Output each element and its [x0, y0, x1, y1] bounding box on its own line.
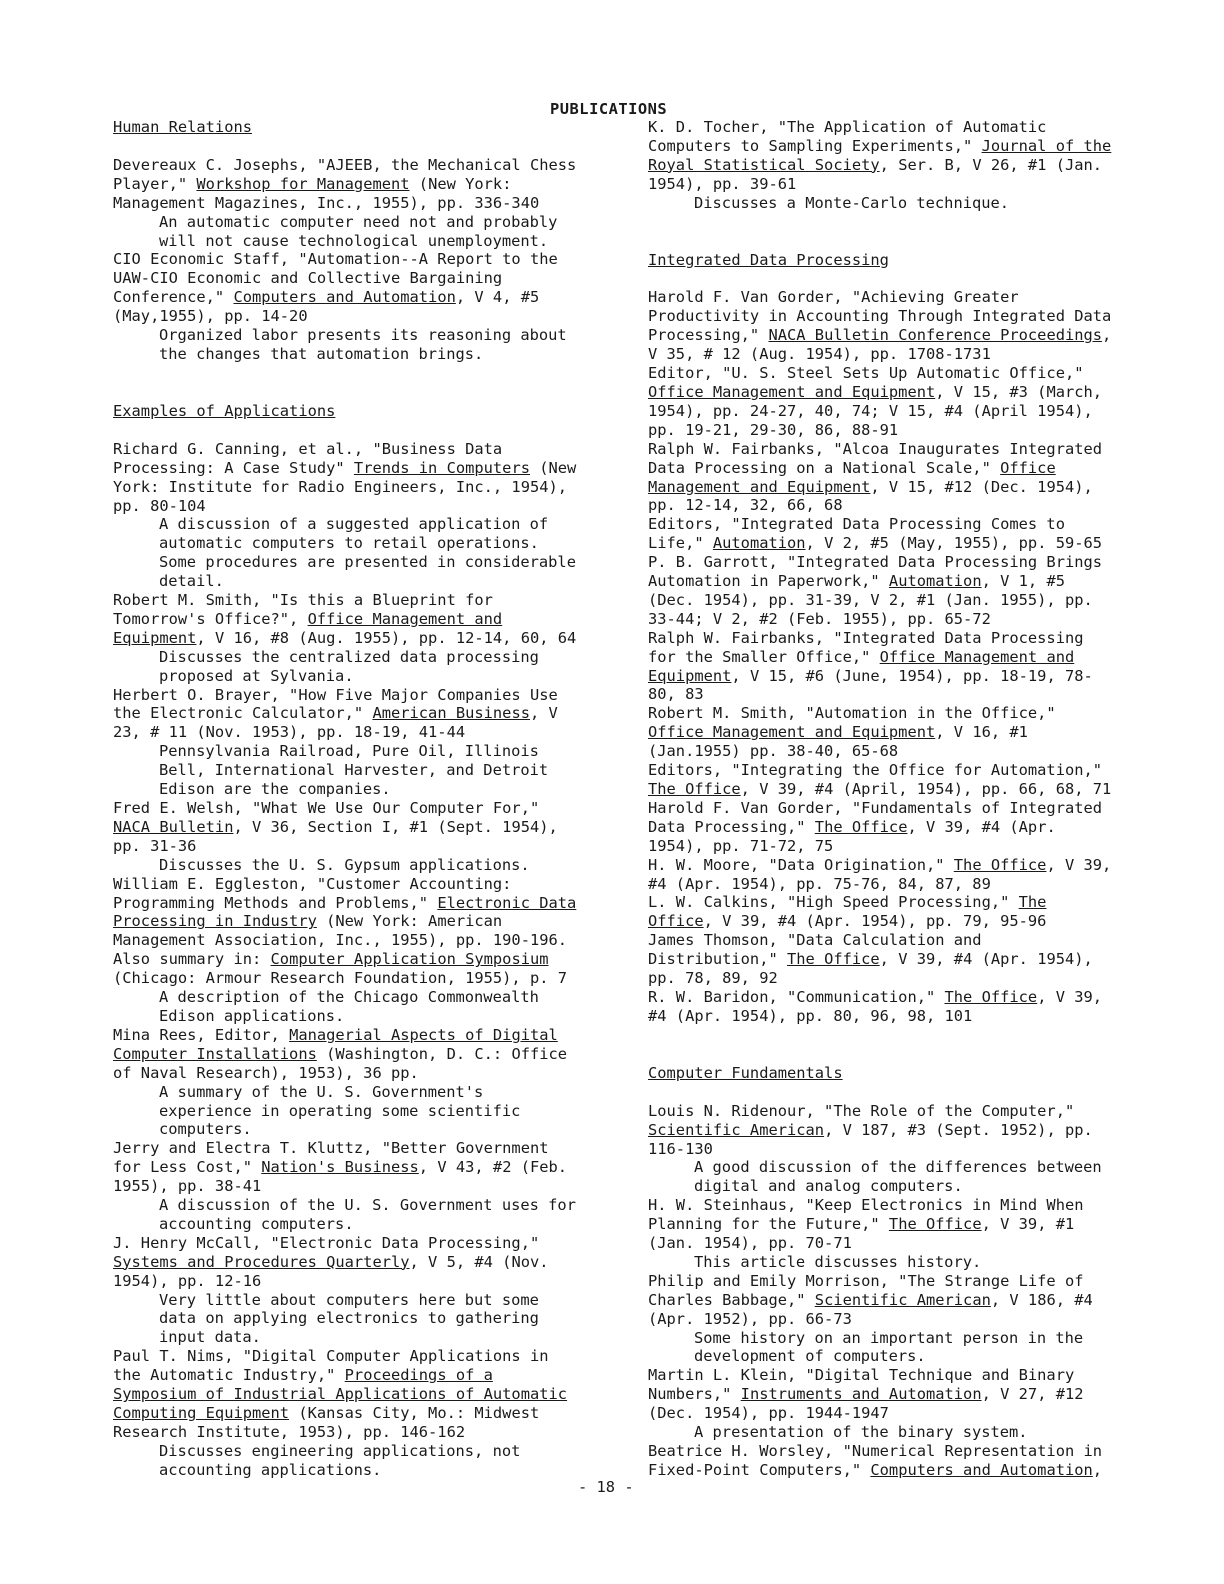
publication-title: NACA Bulletin Conference Proceedings — [768, 326, 1103, 345]
right-column — [648, 118, 1118, 1480]
citation-text: , V 39, #4 (Apr. 1954), pp. 75-76, 84, 87, 89 — [648, 855, 1112, 893]
publication-title: The Office — [953, 855, 1047, 874]
publication-title: American Business — [372, 704, 530, 723]
annotation-note: Discusses engineering applications, not accounting applications. — [159, 1441, 521, 1479]
citation-entry — [648, 553, 1118, 629]
citation-text: , Ser. B, V 26, #1 (Jan. 1954), pp. 39-61 — [648, 155, 1103, 193]
section-heading: Integrated Data Processing — [648, 250, 889, 269]
section-heading: Human Relations — [113, 118, 252, 136]
citation-text: , V 36, Section I, #1 (Sept. 1954), pp. 31-36 — [113, 817, 558, 855]
citation-entry — [648, 704, 1118, 761]
publication-title: Nation's Business — [261, 1158, 419, 1177]
publication-title: The Office — [944, 987, 1038, 1006]
citation-text: Paul T. Nims, "Digital Computer Applications in the Automatic Industry," — [113, 1347, 549, 1385]
citation-entry — [113, 1139, 583, 1196]
citation-text: Herbert O. Brayer, "How Five Major Companies Use the Electronic Calculator," — [113, 685, 558, 723]
citation-entry — [113, 1026, 583, 1083]
publication-title: The Office — [787, 950, 880, 969]
publication-title: Computers and Automation — [870, 1460, 1093, 1479]
publication-title: Office Management and Equipment — [648, 382, 936, 401]
citation-entry — [113, 1234, 583, 1291]
citation-text: (Washington, D. C.: Office of Naval Research), 1953), 36 pp. — [113, 1044, 568, 1082]
citation-entry — [113, 156, 583, 213]
citation-text: Harold F. Van Gorder, "Achieving Greater Productivity in Accounting Through Integrated Data Processing," — [648, 288, 1112, 345]
citation-text: Editors, "Integrating the Office for Automation," — [648, 761, 1103, 780]
citation-text: , V 23, # 11 (Nov. 1953), pp. 18-19, 41-44 — [113, 704, 558, 742]
bibliography-section — [113, 402, 583, 1480]
citation-entry — [113, 591, 583, 648]
publication-title: Scientific American — [814, 1290, 991, 1309]
citation-text: Philip and Emily Morrison, "The Strange Life of Charles Babbage," — [648, 1271, 1084, 1309]
citation-text: , V 2, #5 (May, 1955), pp. 59-65 — [805, 534, 1103, 553]
citation-entry — [648, 1442, 1118, 1480]
annotation-note: Discusses a Monte-Carlo technique. — [694, 193, 1010, 212]
citation-text: Beatrice H. Worsley, "Numerical Representation in Fixed-Point Computers," — [648, 1442, 1103, 1479]
section-gap — [113, 364, 583, 402]
publication-title: Electronic Data Processing in Industry — [113, 893, 577, 931]
citation-text: Devereaux C. Josephs, "AJEEB, the Mechanical Chess Player," — [113, 155, 577, 193]
citation-text: Robert M. Smith, "Is this a Blueprint for Tomorrow's Office?", — [113, 591, 493, 628]
section-gap — [648, 213, 1118, 251]
citation-text: , V 186, #4 (Apr. 1952), pp. 66-73 — [648, 1290, 1093, 1328]
citation-entry — [113, 799, 583, 856]
citation-text: , V 39, #1 (Jan. 1954), pp. 70-71 — [648, 1215, 1075, 1253]
annotation-note: Discusses the U. S. Gypsum applications. — [159, 855, 530, 874]
publication-title: The Office — [648, 893, 1047, 931]
citation-text: , V 4, #5 (May,1955), pp. 14-20 — [113, 288, 540, 326]
citation-entry — [113, 875, 583, 988]
citation-text: Jerry and Electra T. Kluttz, "Better Government for Less Cost," — [113, 1139, 549, 1177]
citation-text: , V 187, #3 (Sept. 1952), pp. 116-130 — [648, 1120, 1093, 1158]
citation-text: , V 39, #4 (Apr. 1954), pp. 80, 96, 98, 101 — [648, 987, 1103, 1025]
citation-entry — [648, 988, 1118, 1026]
annotation-note: A good discussion of the differences between digital and analog computers. — [694, 1158, 1102, 1196]
citation-text: , V 15, #6 (June, 1954), pp. 18-19, 78-80, 83 — [648, 666, 1093, 704]
citation-text: Mina Rees, Editor, — [113, 1025, 290, 1044]
citation-text: (New York: Institute for Radio Engineers, Inc., 1954), pp. 80-104 — [113, 458, 577, 515]
publication-title: Automation — [712, 534, 806, 553]
page-header: PUBLICATIONS — [550, 100, 668, 118]
left-column — [113, 118, 583, 1480]
publication-title: The Office — [814, 817, 908, 836]
page-number: - 18 - — [578, 1478, 634, 1496]
citation-entry — [648, 629, 1118, 705]
publication-title: Workshop for Management — [196, 174, 410, 193]
publication-title: Systems and Procedures Quarterly — [113, 1252, 410, 1271]
publication-title: Office Management and Equipment — [648, 458, 1056, 496]
citation-text: Editor, "U. S. Steel Sets Up Automatic Office," — [648, 364, 1084, 383]
citation-text: Fred E. Welsh, "What We Use Our Computer For," — [113, 799, 540, 817]
citation-text: Ralph W. Fairbanks, "Integrated Data Processing for the Smaller Office," — [648, 628, 1084, 666]
publication-title: The Office — [648, 780, 741, 798]
citation-text: Martin L. Klein, "Digital Technique and Binary Numbers," — [648, 1366, 1075, 1404]
citation-text: (Kansas City, Mo.: Midwest Research Institute, 1953), pp. 146-162 — [113, 1404, 540, 1441]
citation-entry — [648, 1196, 1118, 1253]
section-heading: Examples of Applications — [113, 401, 336, 420]
citation-entry — [113, 686, 583, 743]
citation-entry — [648, 288, 1118, 364]
citation-text: , — [1092, 1460, 1103, 1479]
citation-text: K. D. Tocher, "The Application of Automatic Computers to Sampling Experiments," — [648, 118, 1047, 155]
publication-title: Proceedings of a Symposium of Industrial Applications of Automatic Computing Equipment — [113, 1366, 568, 1422]
citation-entry — [113, 440, 583, 516]
bibliography-section — [648, 1064, 1118, 1480]
annotation-note: Very little about computers here but some data on applying electronics to gathering input data. — [159, 1290, 539, 1347]
citation-entry — [648, 440, 1118, 516]
citation-entry — [648, 893, 1118, 931]
citation-text: , V 16, #1 (Jan.1955) pp. 38-40, 65-68 — [648, 723, 1028, 761]
annotation-note: Organized labor presents its reasoning about the changes that automation brings. — [159, 326, 567, 363]
citation-entry — [113, 1347, 583, 1442]
publication-title: The Office — [888, 1215, 982, 1234]
publication-title: Trends in Computers — [353, 458, 530, 477]
annotation-note: An automatic computer need not and probably will not cause technological unemployment. — [159, 212, 558, 250]
publication-title: Automation — [888, 572, 982, 591]
citation-text: , V 27, #12 (Dec. 1954), pp. 1944-1947 — [648, 1385, 1084, 1423]
annotation-note: A summary of the U. S. Government's experience in operating some scientific computers. — [159, 1082, 521, 1139]
bibliography-section — [113, 118, 583, 364]
citation-entry — [648, 856, 1118, 894]
annotation-note: Discusses the centralized data processing proposed at Sylvania. — [159, 647, 539, 685]
bibliography-section — [648, 118, 1118, 213]
citation-text: William E. Eggleston, "Customer Accounting: Programming Methods and Problems," — [113, 874, 512, 912]
citation-entry — [113, 250, 583, 326]
citation-text: Ralph W. Fairbanks, "Alcoa Inaugurates Integrated Data Processing on a National Scale," — [648, 439, 1103, 477]
publication-title: Managerial Aspects of Digital Computer Installations — [113, 1025, 558, 1063]
citation-text: (Chicago: Armour Research Foundation, 1955), p. 7 — [113, 969, 568, 988]
annotation-note: This article discusses history. — [694, 1252, 982, 1271]
publication-title: Office Management and Equipment — [648, 647, 1075, 685]
annotation-note: Some history on an important person in the development of computers. — [694, 1328, 1084, 1366]
citation-entry — [648, 761, 1118, 799]
citation-text: Harold F. Van Gorder, "Fundamentals of Integrated Data Processing," — [648, 798, 1103, 836]
citation-text: Editors, "Integrated Data Processing Comes to Life," — [648, 515, 1065, 553]
citation-entry — [648, 1102, 1118, 1159]
citation-text: , V 16, #8 (Aug. 1955), pp. 12-14, 60, 64 — [196, 628, 577, 647]
citation-entry — [648, 118, 1118, 194]
citation-text: , V 39, #4 (Apr. 1954), pp. 78, 89, 92 — [648, 950, 1093, 988]
citation-entry — [648, 799, 1118, 856]
publication-title: Office Management and Equipment — [648, 723, 936, 742]
annotation-note: A discussion of a suggested application of automatic computers to retail operations. Some procedures are presented in considerable detail. — [159, 515, 576, 591]
citation-text: CIO Economic Staff, "Automation--A Report to the UAW-CIO Economic and Collective Bargaining Conference," — [113, 250, 558, 307]
annotation-note: A description of the Chicago Commonwealth Edison applications. — [159, 988, 539, 1025]
citation-text: Robert M. Smith, "Automation in the Office," — [648, 704, 1056, 723]
citation-text: Louis N. Ridenour, "The Role of the Computer," — [648, 1101, 1075, 1120]
citation-text: (New York: American Management Association, Inc., 1955), pp. 190-196. Also summary in: — [113, 912, 568, 969]
citation-entry — [648, 364, 1118, 440]
annotation-note: A discussion of the U. S. Government uses for accounting computers. — [159, 1196, 576, 1233]
citation-text: , V 35, # 12 (Aug. 1954), pp. 1708-1731 — [648, 326, 1112, 364]
citation-text: , V 39, #4 (April, 1954), pp. 66, 68, 71 — [740, 780, 1112, 798]
citation-text: (New York: Management Magazines, Inc., 1955), pp. 336-340 — [113, 174, 540, 212]
citation-text: R. W. Baridon, "Communication," — [648, 987, 945, 1006]
section-heading: Computer Fundamentals — [648, 1063, 843, 1082]
citation-text: , V 15, #3 (March, 1954), pp. 24-27, 40, 74; V 15, #4 (April 1954), pp. 19-21, 29-30, 86, 88-91 — [648, 382, 1103, 439]
citation-text: , V 15, #12 (Dec. 1954), pp. 12-14, 32, 66, 68 — [648, 477, 1093, 515]
publication-title: NACA Bulletin — [113, 817, 234, 836]
publication-title: Computer Application Symposium — [270, 950, 549, 969]
citation-text: James Thomson, "Data Calculation and Distribution," — [648, 931, 982, 969]
citation-text: , V 43, #2 (Feb. 1955), pp. 38-41 — [113, 1158, 568, 1196]
publication-title: Scientific American — [648, 1120, 825, 1139]
publication-title: Instruments and Automation — [740, 1385, 982, 1404]
citation-entry — [648, 515, 1118, 553]
annotation-note: Pennsylvania Railroad, Pure Oil, Illinois Bell, International Harvester, and Detroit Edison are the companies. — [159, 742, 549, 799]
citation-text: , V 39, #4 (Apr. 1954), pp. 79, 95-96 — [703, 912, 1047, 931]
section-gap — [648, 1026, 1118, 1064]
citation-text: , V 5, #4 (Nov. 1954), pp. 12-16 — [113, 1252, 549, 1290]
publication-title: Journal of the Royal Statistical Society — [648, 136, 1112, 174]
publication-title: Office Management and Equipment — [113, 609, 503, 647]
citation-text: J. Henry McCall, "Electronic Data Processing," — [113, 1233, 540, 1252]
citation-entry — [648, 1366, 1118, 1423]
citation-text: Richard G. Canning, et al., "Business Data Processing: A Case Study" — [113, 439, 503, 477]
citation-text: H. W. Steinhaus, "Keep Electronics in Mind When Planning for the Future," — [648, 1196, 1084, 1234]
citation-text: , V 1, #5 (Dec. 1954), pp. 31-39, V 2, #1 (Jan. 1955), pp. 33-44; V 2, #2 (Feb. 1955), pp. 65-72 — [648, 572, 1093, 628]
publication-title: Computers and Automation — [233, 288, 456, 307]
citation-entry — [648, 931, 1118, 988]
citation-text: P. B. Garrott, "Integrated Data Processing Brings Automation in Paperwork," — [648, 553, 1103, 591]
citation-text: , V 39, #4 (Apr. 1954), pp. 71-72, 75 — [648, 817, 1056, 855]
annotation-note: A presentation of the binary system. — [694, 1423, 1028, 1442]
citation-text: L. W. Calkins, "High Speed Processing," — [648, 893, 1019, 912]
citation-text: H. W. Moore, "Data Origination," — [648, 855, 954, 874]
bibliography-section — [648, 251, 1118, 1026]
citation-entry — [648, 1272, 1118, 1329]
